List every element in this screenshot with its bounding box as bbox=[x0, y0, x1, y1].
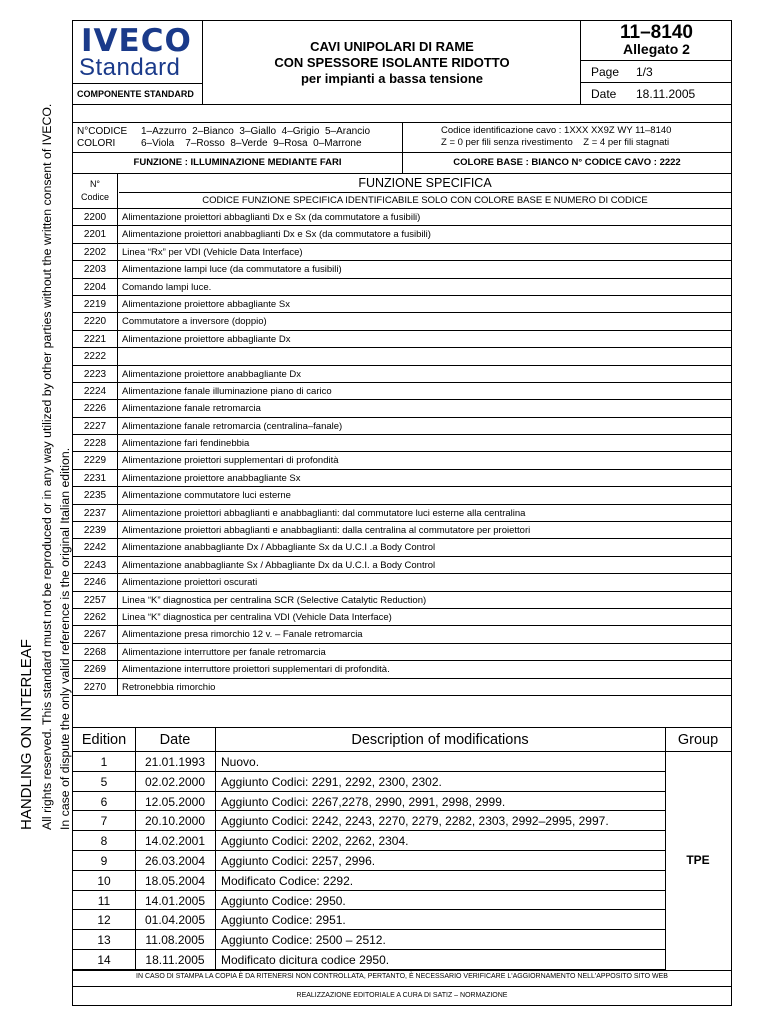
code-row bbox=[73, 383, 731, 400]
spec-header bbox=[73, 174, 731, 209]
date-label: Date bbox=[591, 87, 617, 101]
modification-edition: 11 bbox=[97, 893, 111, 908]
code-number: 2235 bbox=[73, 487, 118, 503]
code-row bbox=[73, 539, 731, 556]
component-standard-label: COMPONENTE STANDARD bbox=[73, 83, 203, 105]
code-description: Alimentazione commutatore luci esterne bbox=[122, 490, 291, 502]
rights-note: All rights reserved. This standard must not be reproduced or in any way utilized by other parties without the written consent of IVECO. bbox=[40, 103, 54, 830]
standard-logo: Standard bbox=[79, 54, 181, 81]
modification-description: Aggiunto Codici: 2257, 2996. bbox=[221, 853, 376, 868]
code-number: 2229 bbox=[73, 452, 118, 468]
modification-edition: 5 bbox=[100, 774, 108, 789]
code-row bbox=[73, 522, 731, 539]
code-row bbox=[73, 400, 731, 417]
code-column-header bbox=[73, 174, 118, 208]
code-number: 2243 bbox=[73, 557, 118, 573]
iveco-logo: IVECO bbox=[81, 23, 192, 59]
code-number: 2219 bbox=[73, 296, 118, 312]
code-description: Alimentazione anabbagliante Dx / Abbagliante Sx da U.C.I .a Body Control bbox=[122, 542, 436, 554]
code-number: 2242 bbox=[73, 539, 118, 555]
code-row bbox=[73, 679, 731, 696]
modification-edition: 12 bbox=[97, 913, 111, 928]
code-number: 2221 bbox=[73, 331, 118, 347]
modification-description: Aggiunto Codici: 2291, 2292, 2300, 2302. bbox=[221, 774, 442, 789]
code-row bbox=[73, 226, 731, 243]
ncodice-values: 1–Azzurro 2–Bianco 3–Giallo 4–Grigio 5–Arancio bbox=[141, 126, 371, 137]
code-description: Alimentazione fanale retromarcia (centralina–fanale) bbox=[122, 420, 343, 432]
code-description: Alimentazione proiettori abbaglianti Dx e Sx (da commutatore a fusibili) bbox=[122, 212, 421, 223]
modification-date: 11.08.2005 bbox=[145, 933, 205, 948]
page-value: 1/3 bbox=[636, 65, 653, 79]
code-description: Alimentazione interruttore per fanale retromarcia bbox=[122, 646, 326, 658]
modification-date: 14.01.2005 bbox=[144, 893, 206, 908]
code-row bbox=[73, 452, 731, 469]
code-description: Alimentazione lampi luce (da commutatore a fusibili) bbox=[122, 264, 342, 276]
allegato-label: Allegato 2 bbox=[623, 41, 690, 57]
function-label: FUNZIONE : ILLUMINAZIONE MEDIANTE FARI bbox=[133, 157, 342, 168]
code-description: Commutatore a inversore (doppio) bbox=[122, 316, 267, 328]
modification-date: 26.03.2004 bbox=[144, 853, 206, 868]
code-description: Comando lampi luce. bbox=[122, 281, 212, 293]
code-row bbox=[73, 348, 731, 365]
modifications-table bbox=[73, 727, 731, 970]
code-number: 2222 bbox=[73, 348, 118, 364]
code-description: Retronebbia rimorchio bbox=[122, 681, 216, 693]
code-number: 2220 bbox=[73, 313, 118, 329]
code-number: 2224 bbox=[73, 383, 118, 399]
code-row bbox=[73, 592, 731, 609]
modification-edition: 9 bbox=[100, 853, 108, 868]
code-description: Alimentazione proiettore anabbagliante Dx bbox=[122, 368, 302, 380]
code-row bbox=[73, 557, 731, 574]
code-row bbox=[73, 209, 731, 226]
code-row bbox=[73, 505, 731, 522]
dispute-note: In case of dispute the only valid reference is the original Italian edition. bbox=[58, 447, 72, 830]
document-header bbox=[73, 21, 731, 105]
modification-row bbox=[73, 831, 731, 851]
code-description: Alimentazione proiettori oscurati bbox=[122, 577, 258, 589]
code-number: 2231 bbox=[73, 470, 118, 486]
code-number: 2227 bbox=[73, 418, 118, 434]
footer-editorial-note: REALIZZAZIONE EDITORIALE A CURA DI SATIZ – NORMAZIONE bbox=[73, 986, 731, 1006]
code-description: Linea “K” diagnostica per centralina SCR (Selective Catalytic Reduction) bbox=[122, 594, 427, 606]
modification-date: 14.02.2001 bbox=[144, 834, 206, 849]
column-divider bbox=[665, 727, 666, 970]
modification-edition: 14 bbox=[97, 952, 111, 967]
group-value: TPE bbox=[686, 852, 710, 867]
modification-row bbox=[73, 910, 731, 930]
edition-header: Edition bbox=[81, 732, 127, 748]
n-label: N° bbox=[89, 179, 101, 189]
cable-id-line-1: Codice identificazione cavo : 1XXX XX9Z WY 11–8140 bbox=[441, 125, 672, 136]
modification-row bbox=[73, 950, 731, 970]
modification-description: Aggiunto Codice: 2951. bbox=[221, 913, 346, 928]
code-row bbox=[73, 661, 731, 678]
footer-print-note: IN CASO DI STAMPA LA COPIA È DA RITENERSI NON CONTROLLATA, PERTANTO, È NECESSARIO VERIFICARE L'AGGIORNAMENTO NELL'APPOSITO SITO WEB bbox=[73, 970, 731, 986]
code-row bbox=[73, 609, 731, 626]
code-row bbox=[73, 296, 731, 313]
code-number: 2237 bbox=[73, 505, 118, 521]
modification-description: Aggiunto Codice: 2950. bbox=[221, 893, 346, 908]
code-description: Alimentazione proiettori abbaglianti e anabbaglianti: dal commutatore luci esterne alla centralina bbox=[122, 507, 526, 519]
code-number: 2200 bbox=[73, 209, 118, 225]
modification-date: 18.05.2004 bbox=[144, 873, 206, 888]
code-description: Alimentazione proiettore abbagliante Dx bbox=[122, 333, 291, 345]
modification-date: 20.10.2000 bbox=[144, 814, 206, 829]
modification-row bbox=[73, 811, 731, 831]
code-number: 2269 bbox=[73, 661, 118, 677]
modification-description: Modificato dicitura codice 2950. bbox=[221, 952, 390, 967]
code-row bbox=[73, 261, 731, 278]
code-number: 2226 bbox=[73, 400, 118, 416]
code-description: Alimentazione interruttore proiettori supplementari di profondità. bbox=[122, 664, 390, 676]
modification-row bbox=[73, 851, 731, 871]
code-description: Alimentazione anabbagliante Sx / Abbagliante Dx da U.C.I. a Body Control bbox=[122, 559, 436, 571]
logo-box bbox=[73, 21, 203, 105]
color-codes bbox=[77, 126, 370, 150]
modification-edition: 7 bbox=[100, 814, 108, 829]
document-frame bbox=[72, 20, 732, 1006]
modification-edition: 13 bbox=[97, 933, 111, 948]
code-row bbox=[73, 331, 731, 348]
code-row bbox=[73, 644, 731, 661]
modification-edition: 1 bbox=[100, 755, 108, 769]
cable-id-info bbox=[402, 123, 731, 152]
modification-description: Aggiunto Codici: 2242, 2243, 2270, 2279, 2282, 2303, 2992–2995, 2997. bbox=[221, 814, 609, 829]
date-header: Date bbox=[159, 732, 191, 748]
codes-table bbox=[73, 209, 731, 696]
modification-date: 21.01.1993 bbox=[144, 755, 206, 769]
code-row bbox=[73, 487, 731, 504]
modification-description: Aggiunto Codici: 2267,2278, 2990, 2991, 2998, 2999. bbox=[221, 794, 506, 809]
modification-description: Modificato Codice: 2292. bbox=[221, 873, 354, 888]
spec-subtitle: CODICE FUNZIONE SPECIFICA IDENTIFICABILE SOLO CON COLORE BASE E NUMERO DI CODICE bbox=[119, 192, 731, 209]
code-number: 2201 bbox=[73, 226, 118, 242]
code-row bbox=[73, 279, 731, 296]
code-description: Alimentazione fari fendinebbia bbox=[122, 438, 250, 450]
cable-id-line-2: Z = 0 per fili senza rivestimento Z = 4 per fili stagnati bbox=[441, 137, 670, 148]
code-row bbox=[73, 244, 731, 261]
document-title bbox=[204, 21, 580, 105]
modifications-rows bbox=[73, 752, 731, 970]
document-number: 11–8140 bbox=[620, 22, 693, 43]
page-row bbox=[581, 60, 732, 82]
code-number: 2204 bbox=[73, 279, 118, 295]
code-color-row bbox=[73, 122, 731, 153]
modification-row bbox=[73, 930, 731, 950]
code-number: 2239 bbox=[73, 522, 118, 538]
description-header: Description of modifications bbox=[351, 732, 529, 748]
group-header: Group bbox=[677, 732, 719, 748]
title-line-1: CAVI UNIPOLARI DI RAME bbox=[310, 39, 474, 54]
spec-title: FUNZIONE SPECIFICA bbox=[358, 176, 492, 190]
code-description: Linea “Rx” per VDI (Vehicle Data Interface) bbox=[122, 246, 303, 258]
code-row bbox=[73, 470, 731, 487]
code-number: 2223 bbox=[73, 366, 118, 382]
date-value: 18.11.2005 bbox=[636, 87, 696, 101]
modification-row bbox=[73, 792, 731, 812]
modification-row bbox=[73, 752, 731, 772]
code-row bbox=[73, 574, 731, 591]
code-description: Alimentazione proiettori supplementari di profondità bbox=[122, 455, 339, 467]
code-number: 2268 bbox=[73, 644, 118, 660]
code-row bbox=[73, 313, 731, 330]
function-row bbox=[73, 153, 731, 174]
modification-edition: 6 bbox=[100, 794, 108, 809]
code-description: Linea “K” diagnostica per centralina VDI (Vehicle Data Interface) bbox=[122, 611, 392, 623]
modification-date: 02.02.2000 bbox=[144, 774, 206, 789]
modification-row bbox=[73, 772, 731, 792]
code-description: Alimentazione proiettore anabbagliante Sx bbox=[122, 472, 301, 484]
title-line-3: per impianti a bassa tensione bbox=[300, 71, 484, 86]
code-description: Alimentazione proiettori abbaglianti e anabbaglianti: dalla centralina al commutatore per proiettori bbox=[122, 525, 531, 537]
code-description: Alimentazione presa rimorchio 12 v. – Fanale retromarcia bbox=[122, 629, 363, 641]
document-number-box bbox=[580, 21, 731, 105]
code-number: 2267 bbox=[73, 626, 118, 642]
code-number: 2202 bbox=[73, 244, 118, 260]
page-label: Page bbox=[591, 65, 620, 79]
date-row bbox=[581, 82, 732, 105]
modification-date: 12.05.2000 bbox=[144, 794, 206, 809]
colori-values: 6–Viola 7–Rosso 8–Verde 9–Rosa 0–Marrone bbox=[141, 138, 362, 149]
ncodice-label: N°CODICE bbox=[77, 126, 128, 137]
title-line-2: CON SPESSORE ISOLANTE RIDOTTO bbox=[274, 55, 510, 70]
code-number: 2246 bbox=[73, 574, 118, 590]
code-number: 2270 bbox=[73, 679, 118, 695]
modification-date: 01.04.2005 bbox=[144, 913, 206, 928]
code-number: 2228 bbox=[73, 435, 118, 451]
modifications-header bbox=[73, 727, 731, 752]
modification-description: Nuovo. bbox=[221, 755, 260, 769]
handling-note: HANDLING ON INTERLEAF bbox=[18, 639, 35, 830]
codice-label: Codice bbox=[80, 192, 109, 202]
modification-row bbox=[73, 871, 731, 891]
base-color-label: COLORE BASE : BIANCO N° CODICE CAVO : 2222 bbox=[402, 153, 731, 173]
code-row bbox=[73, 626, 731, 643]
column-divider bbox=[135, 727, 136, 970]
code-description: Alimentazione proiettore abbagliante Sx bbox=[122, 298, 290, 310]
modification-row bbox=[73, 891, 731, 911]
modification-description: Aggiunto Codice: 2500 – 2512. bbox=[221, 933, 386, 948]
modification-edition: 10 bbox=[97, 873, 111, 888]
modification-description: Aggiunto Codici: 2202, 2262, 2304. bbox=[221, 834, 409, 849]
code-number: 2262 bbox=[73, 609, 118, 625]
code-row bbox=[73, 418, 731, 435]
code-description: Alimentazione fanale illuminazione piano di carico bbox=[122, 385, 332, 397]
code-number: 2257 bbox=[73, 592, 118, 608]
code-row bbox=[73, 435, 731, 452]
modification-edition: 8 bbox=[100, 834, 108, 849]
colori-label: COLORI bbox=[77, 138, 116, 149]
code-description: Alimentazione fanale retromarcia bbox=[122, 403, 261, 415]
code-number: 2203 bbox=[73, 261, 118, 277]
modification-date: 18.11.2005 bbox=[145, 952, 205, 967]
code-row bbox=[73, 366, 731, 383]
code-description: Alimentazione proiettori anabbaglianti Dx e Sx (da commutatore a fusibili) bbox=[122, 229, 431, 241]
column-divider bbox=[215, 727, 216, 970]
